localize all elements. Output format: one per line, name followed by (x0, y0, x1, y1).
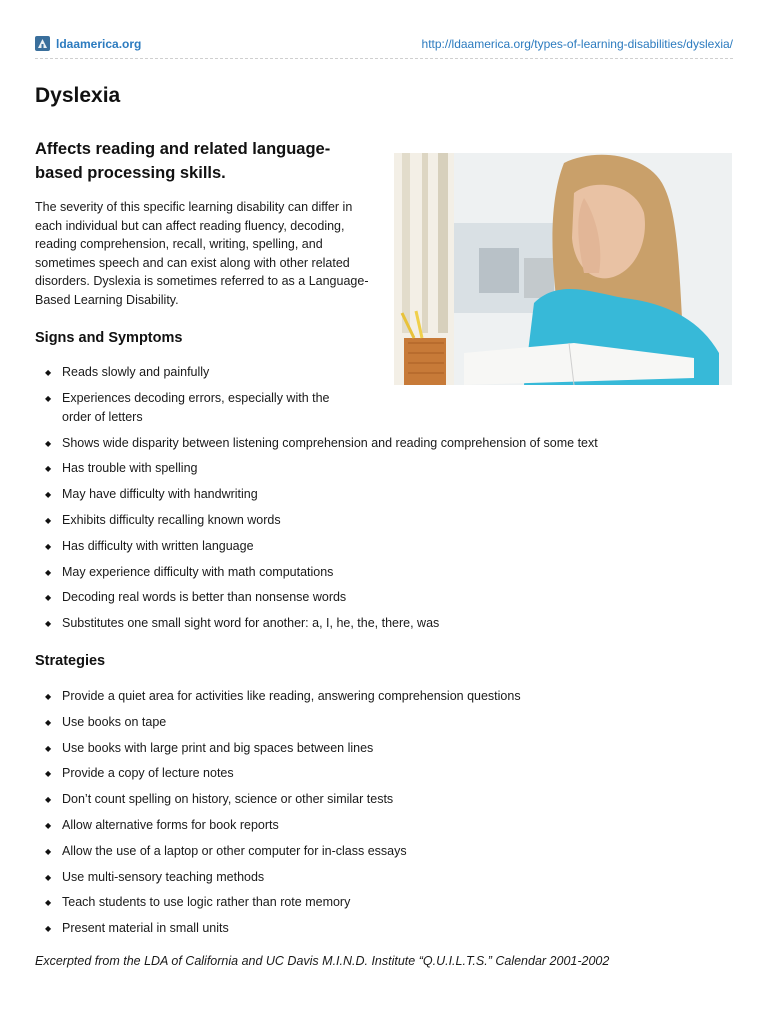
list-item: ◆ Provide a quiet area for activities like reading, answering comprehension questions (35, 687, 521, 706)
strategies-list (35, 687, 521, 945)
list-item: ◆ Exhibits difficulty recalling known words (35, 511, 598, 530)
list-item: ◆ May have difficulty with handwriting (35, 485, 598, 504)
lda-logo-icon (35, 36, 50, 51)
list-item: ◆ Experiences decoding errors, especially with the order of letters (35, 389, 362, 427)
list-item: ◆ Use multi-sensory teaching methods (35, 868, 521, 887)
list-item: ◆ Has difficulty with written language (35, 537, 598, 556)
list-item: ◆ Teach students to use logic rather than rote memory (35, 893, 521, 912)
page-header (35, 34, 733, 56)
student-reading-photo (394, 153, 732, 385)
list-item: ◆ Don’t count spelling on history, science or other similar tests (35, 790, 521, 809)
list-item: ◆ Reads slowly and painfully (35, 363, 598, 382)
list-item: ◆ Provide a copy of lecture notes (35, 764, 521, 783)
list-item: ◆ Decoding real words is better than nonsense words (35, 588, 598, 607)
signs-heading: Signs and Symptoms (35, 330, 183, 346)
list-item: ◆ Allow the use of a laptop or other computer for in-class essays (35, 842, 521, 861)
list-item: ◆ May experience difficulty with math computations (35, 563, 598, 582)
page-subtitle: Affects reading and related language-based processing skills. (35, 140, 331, 182)
list-item: ◆ Use books on tape (35, 713, 521, 732)
list-item: ◆ Shows wide disparity between listening comprehension and reading comprehension of some text (35, 434, 598, 453)
strategies-heading: Strategies (35, 653, 106, 669)
intro-paragraph: The severity of this specific learning disability can differ in each individual but can affect reading fluency, decoding, reading comprehension, recall, writing, spelling, and sometimes speech and can exist along with other related disorders. Dyslexia is sometimes referred to as a Language-Based Learning Disability. (35, 200, 369, 307)
site-name[interactable]: ldaamerica.org (56, 36, 142, 51)
list-item: ◆ Present material in small units (35, 919, 521, 938)
list-item: ◆ Allow alternative forms for book reports (35, 816, 521, 835)
list-item: ◆ Has trouble with spelling (35, 459, 598, 478)
site-link[interactable] (35, 36, 141, 51)
page-title: Dyslexia (35, 84, 121, 107)
list-item: ◆ Use books with large print and big spaces between lines (35, 739, 521, 758)
list-item: ◆ Substitutes one small sight word for another: a, I, he, the, there, was (35, 614, 598, 633)
page-url-link[interactable]: http://ldaamerica.org/types-of-learning-disabilities/dyslexia/ (421, 37, 733, 51)
source-citation: Excerpted from the LDA of California and UC Davis M.I.N.D. Institute “Q.U.I.L.T.S.” Calendar 2001-2002 (35, 954, 610, 968)
signs-list (35, 363, 598, 640)
header-divider (35, 58, 733, 59)
